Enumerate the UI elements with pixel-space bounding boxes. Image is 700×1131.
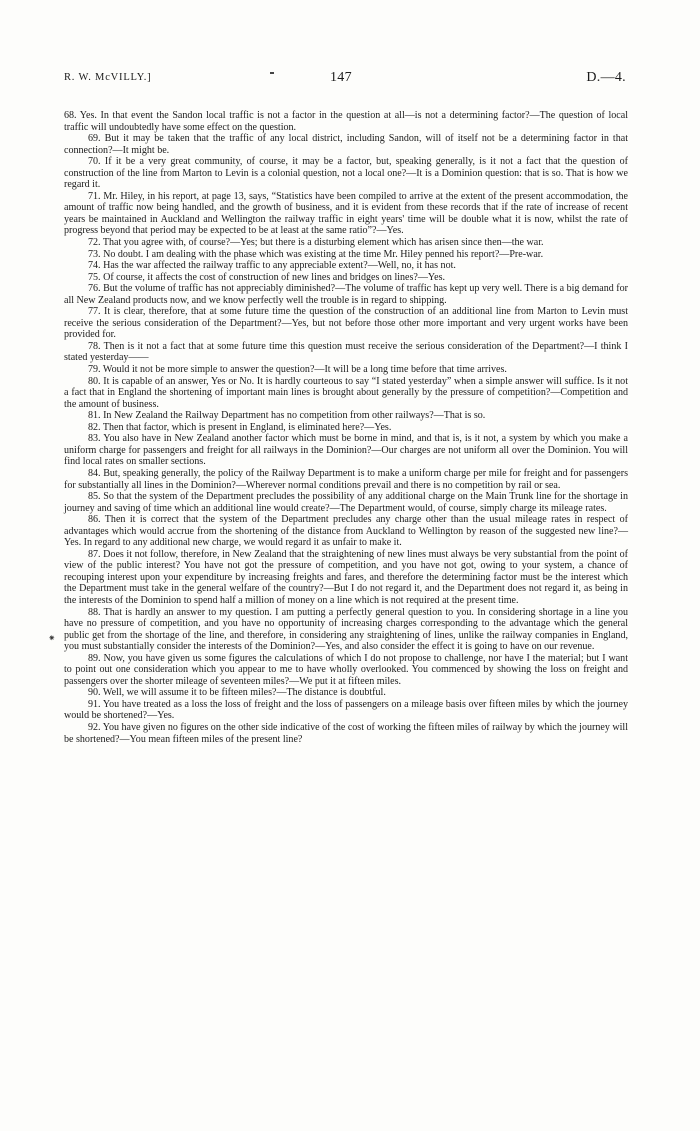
paragraph-81: 81. In New Zealand the Railway Department has no competition from other railways?—That is so. (88, 410, 486, 422)
paragraph-91: 91. You have treated as a loss the loss of freight and the loss of passengers on a mileage basis over fifteen miles by which the journey would be shortened?—Yes. (64, 698, 628, 722)
paper-reference: D.—4. (586, 70, 626, 85)
paragraph-72: 72. That you agree with, of course?—Yes; but there is a disturbing element which has arisen since then—the war. (88, 237, 544, 249)
page-number: 147 (330, 70, 352, 85)
witness-name: R. W. McVILLY.] (64, 72, 152, 83)
paragraph-89: 89. Now, you have given us some figures the calculations of which I do not propose to challenge, nor have I the material; but I want to point out one consideration which you appear to me to have wholly overlooked. You commenced by showing the loss on freight and passengers over the shorter mileage of seventeen miles?—We put it at fifteen miles. (64, 652, 628, 687)
paragraph-83: 83. You also have in New Zealand another factor which must be borne in mind, and that is, is it not, a system by which you make a uniform charge for passengers and freight for all railways in the Dominion?—Our charges are not uniform all over the Dominion. You will find local rates on smaller sections. (64, 433, 628, 468)
paragraph-76: 76. But the volume of traffic has not appreciably diminished?—The volume of traffic has kept up very well. There is a big demand for all New Zealand products now, and we know perfectly well the trouble is in regard to shipping. (64, 283, 628, 306)
paragraph-84: 84. But, speaking generally, the policy of the Railway Department is to make a uniform charge per mile for freight and for passengers for substantially all lines in the Dominion?—Wherever normal conditions prevail and there is no competition by rail or sea. (64, 467, 628, 491)
paragraph-78: 78. Then is it not a fact that at some future time this question must receive the serious consideration of the Department?—I think I stated yesterday—— (64, 340, 628, 364)
margin-mark-icon: ⁕ (48, 633, 56, 643)
paragraph-90: 90. Well, we will assume it to be fifteen miles?—The distance is doubtful. (88, 687, 386, 699)
paragraph-70: 70. If it be a very great community, of course, it may be a factor, but, speaking generally, is it not a fact that the question of construction of the line from Marton to Levin is a colonial question, not a local one?—It is a Dominion question: that is so. That is how we regard it. (64, 156, 628, 191)
paragraph-80: 80. It is capable of an answer, Yes or No. It is hardly courteous to say “I stated yesterday” when a simple answer will suffice. Is it not a fact that in England the shortening of important main lines is brought about generally by the pressure of competition?—Competition and the amount of business. (64, 375, 628, 410)
paragraph-73: 73. No doubt. I am dealing with the phase which was existing at the time Mr. Hiley penned his report?—Pre-war. (88, 248, 544, 260)
paragraph-74: 74. Has the war affected the railway traffic to any appreciable extent?—Well, no, it has not. (88, 260, 456, 272)
paragraph-68: 68. Yes. In that event the Sandon local traffic is not a factor in the question at all—is not a determining factor?—The question of local traffic will undoubtedly have some effect on the question. (64, 110, 628, 133)
page-header (64, 70, 626, 90)
paragraph-69: 69. But it may be taken that the traffic of any local district, including Sandon, will of itself not be a determining factor in that connection?—It might be. (64, 133, 628, 156)
paragraph-92: 92. You have given no figures on the other side indicative of the cost of working the fifteen miles of railway by which the journey will be shortened?—You mean fifteen miles of the present line? (64, 721, 628, 745)
paragraph-85: 85. So that the system of the Department precludes the possibility of any additional charge on the Main Trunk line for the shortage in journey and saving of time which an additional line would create?—The Department would, of course, simply charge its mileage rates. (64, 491, 628, 514)
paragraph-82: 82. Then that factor, which is present in England, is eliminated here?—Yes. (88, 421, 392, 433)
paragraph-86: 86. Then it is correct that the system of the Department precludes any charge other than the usual mileage rates in respect of advantages which would accrue from the shortening of the distance from Auckland to Wellington by reason of the suggested new line?—Yes. In regard to any additional new charge, we would regard it as unfair to make it. (64, 514, 628, 549)
paragraph-79: 79. Would it not be more simple to answer the question?—It will be a long time before that time arrives. (88, 364, 507, 376)
paragraph-87: 87. Does it not follow, therefore, in New Zealand that the straightening of new lines must always be very substantial from the point of view of the public interest? You have not got the pressure of competition, and you have not got, owing to your system, a chance of recouping interest upon your expenditure by increasing freights and fares, and therefore the determining factor must be the interest which the Department must take in the general welfare of the country?—But I do not regard it, and the Department does not regard it, as being in the interests of the Dominion to spend half a million of money on a line which is not required at the present time. (64, 548, 628, 606)
paragraph-71: 71. Mr. Hiley, in his report, at page 13, says, “Statistics have been compiled to arrive at the extent of the present accommodation, the amount of traffic now being handled, and the growth of business, and it is evident from these records that if the rate of increase of recent years be maintained in Auckland and Wellington the railway traffic in eight years' time will be double what it is now, whilst the rate of progress beyond that period may be expected to be at least at the same ratio”?—Yes. (64, 190, 628, 237)
body-text (64, 110, 628, 745)
printer-mark (270, 72, 274, 74)
paragraph-77: 77. It is clear, therefore, that at some future time the question of the construction of an additional line from Marton to Levin must receive the serious consideration of the Department?—Yes, but not before those other more important and very urgent works have been provided for. (64, 306, 628, 341)
paragraph-88: 88. That is hardly an answer to my question. I am putting a perfectly general question to you. In considering shortage in a line you have no pressure of competition, and you have no opportunity of increasing charges corresponding to the advantage which the general public get from the shortage of the line, and therefore, in considering any straightening of lines, unlike the railway companies in England, you must substantially consider the interests of the Dominion?—Yes, and also consider the effect it is going to have on our revenue. (64, 606, 628, 653)
paragraph-75: 75. Of course, it affects the cost of construction of new lines and bridges on lines?—Yes. (88, 271, 446, 283)
